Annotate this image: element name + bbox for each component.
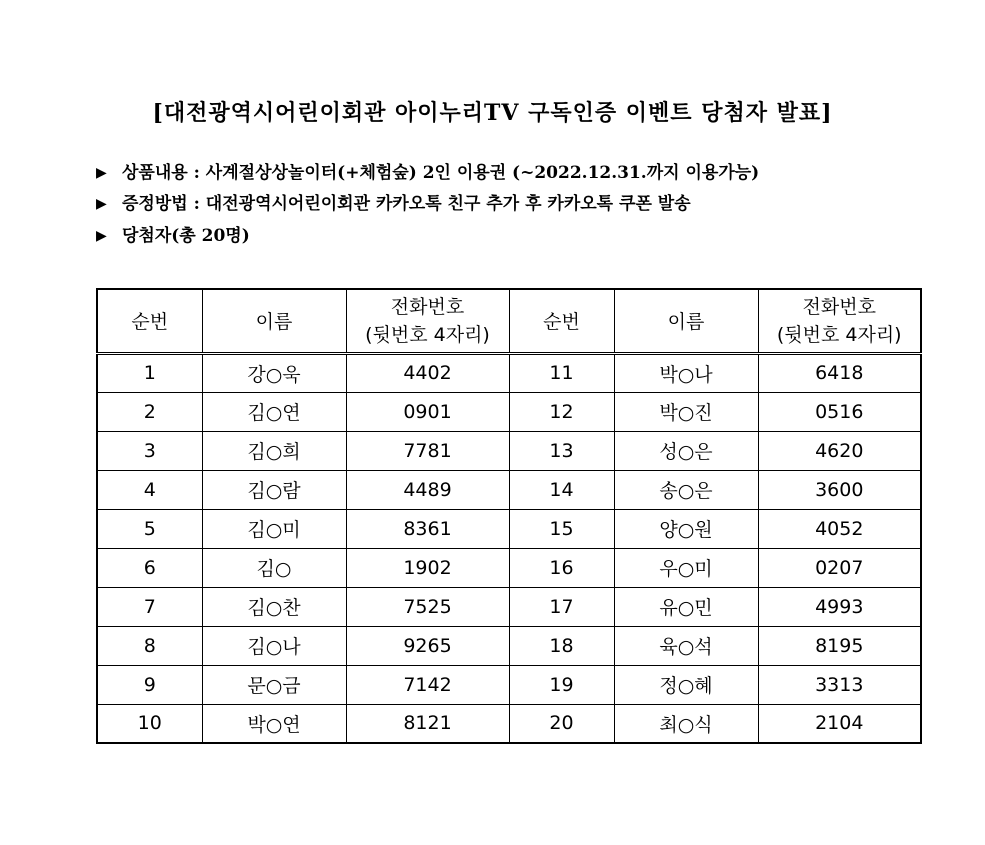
winner-phone: 3600 [758,470,921,509]
winner-no: 10 [97,704,202,743]
winner-phone: 8121 [346,704,509,743]
winner-no: 5 [97,509,202,548]
winner-no: 15 [509,509,614,548]
winner-phone: 4993 [758,587,921,626]
winner-name: 김○미 [202,509,346,548]
winner-no: 14 [509,470,614,509]
winner-name: 김○연 [202,392,346,431]
winner-name: 양○원 [614,509,758,548]
winner-phone: 0516 [758,392,921,431]
winner-name: 육○석 [614,626,758,665]
winner-phone: 4620 [758,431,921,470]
winner-phone: 1902 [346,548,509,587]
header-no-2: 순번 [509,289,614,353]
winner-name: 최○식 [614,704,758,743]
winner-phone: 8195 [758,626,921,665]
header-name: 이름 [202,289,346,353]
winner-phone: 0207 [758,548,921,587]
winner-no: 9 [97,665,202,704]
winner-name: 유○민 [614,587,758,626]
table-header-row [97,289,921,353]
header-no: 순번 [97,289,202,353]
winner-name: 박○연 [202,704,346,743]
page-title: [대전광역시어린이회관 아이누리TV 구독인증 이벤트 당첨자 발표] [152,100,833,126]
winner-no: 1 [97,353,202,392]
winner-phone: 9265 [346,626,509,665]
table-row [97,392,921,431]
winner-name: 문○금 [202,665,346,704]
winner-no: 19 [509,665,614,704]
winner-phone: 4052 [758,509,921,548]
winner-name: 박○나 [614,353,758,392]
header-phone-line2: (뒷번호 4자리) [776,323,902,346]
winner-no: 17 [509,587,614,626]
info-prize-text: 상품내용 : 사계절상상놀이터(+체험숲) 2인 이용권 (~2022.12.31.까지 이용가능) [122,163,760,183]
winner-no: 2 [97,392,202,431]
winner-no: 8 [97,626,202,665]
winner-phone: 7142 [346,665,509,704]
winner-name: 박○진 [614,392,758,431]
winner-name: 성○은 [614,431,758,470]
winner-phone: 8361 [346,509,509,548]
table-row [97,548,921,587]
table-row [97,626,921,665]
bullet-arrow-icon: ▶ [96,196,107,212]
table-row [97,704,921,743]
info-prize [96,158,759,183]
winner-name: 김○ [202,548,346,587]
header-phone-line1: 전화번호 [802,295,876,318]
info-method-text: 증정방법 : 대전광역시어린이회관 카카오톡 친구 추가 후 카카오톡 쿠폰 발송 [122,194,691,214]
table-row [97,587,921,626]
winner-phone: 6418 [758,353,921,392]
header-phone-2 [758,289,921,353]
winner-name: 김○희 [202,431,346,470]
header-phone-line1: 전화번호 [390,295,465,318]
winner-name: 우○미 [614,548,758,587]
winner-name: 송○은 [614,470,758,509]
info-winners-text: 당첨자(총 20명) [122,226,250,246]
info-winners [96,221,250,246]
winner-name: 김○찬 [202,587,346,626]
winner-name: 강○욱 [202,353,346,392]
header-phone-line2: (뒷번호 4자리) [365,323,490,346]
winner-no: 7 [97,587,202,626]
winner-no: 3 [97,431,202,470]
bullet-arrow-icon: ▶ [96,228,107,244]
winner-no: 20 [509,704,614,743]
winners-table-body [97,353,921,743]
winner-no: 4 [97,470,202,509]
winner-phone: 4489 [346,470,509,509]
bullet-arrow-icon: ▶ [96,165,107,181]
winner-name: 정○혜 [614,665,758,704]
winner-name: 김○나 [202,626,346,665]
info-method [96,189,691,214]
table-row [97,509,921,548]
winner-name: 김○람 [202,470,346,509]
winner-phone: 4402 [346,353,509,392]
header-phone [346,289,509,353]
winner-phone: 2104 [758,704,921,743]
winner-phone: 0901 [346,392,509,431]
winner-no: 18 [509,626,614,665]
winner-no: 12 [509,392,614,431]
winner-phone: 7781 [346,431,509,470]
table-row [97,353,921,392]
table-row [97,470,921,509]
winner-no: 11 [509,353,614,392]
winner-no: 6 [97,548,202,587]
winner-phone: 3313 [758,665,921,704]
winner-no: 16 [509,548,614,587]
header-name-2: 이름 [614,289,758,353]
winners-table [96,288,922,744]
winner-phone: 7525 [346,587,509,626]
table-row [97,431,921,470]
table-row [97,665,921,704]
winner-no: 13 [509,431,614,470]
